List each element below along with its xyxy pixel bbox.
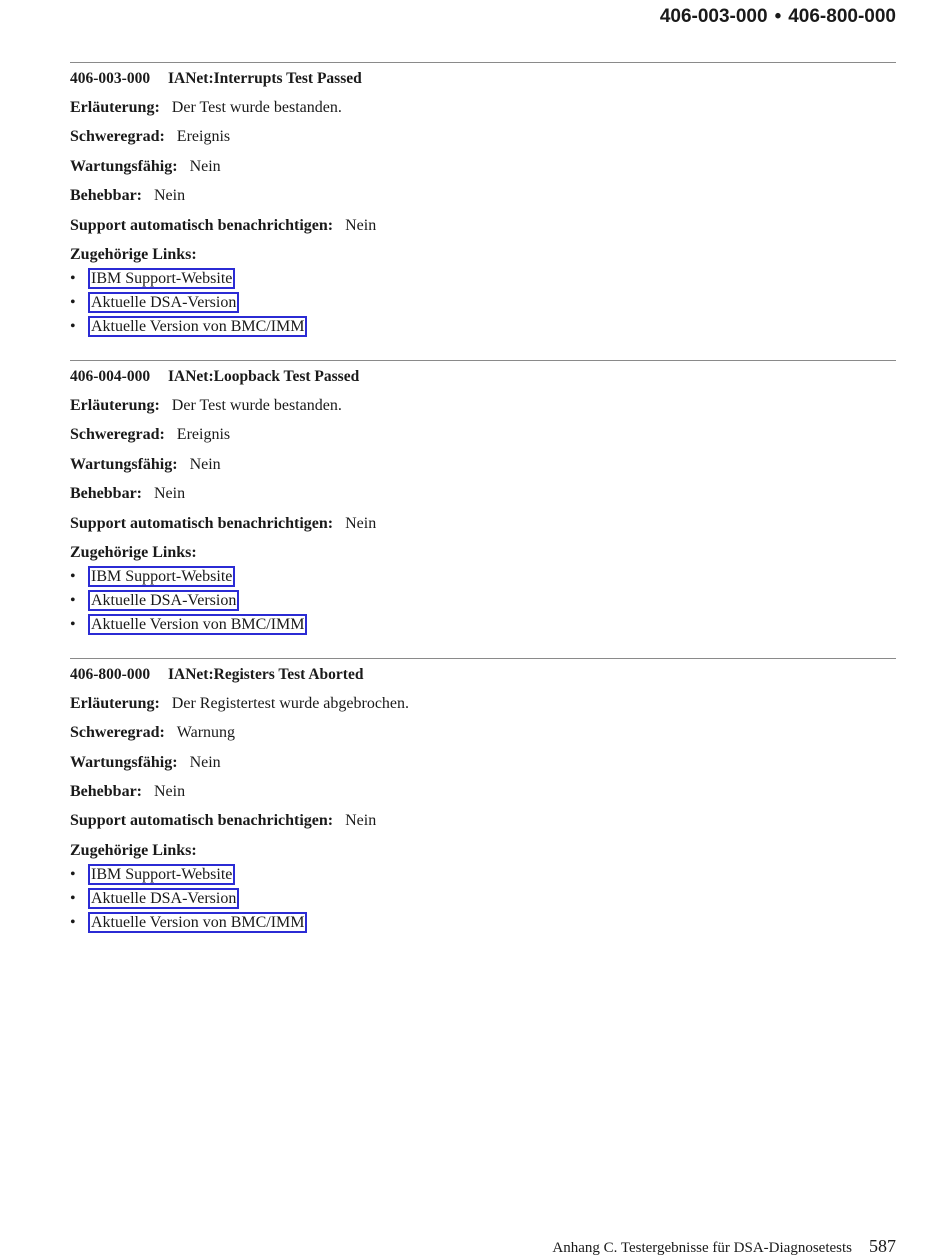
- list-item: [70, 292, 896, 316]
- field-label: Wartungsfähig:: [70, 157, 178, 175]
- entry-code: 406-004-000: [70, 367, 151, 385]
- field-label: Erläuterung:: [70, 694, 160, 712]
- list-item: [70, 316, 896, 340]
- latest-bmc-imm-version-link[interactable]: Aktuelle Version von BMC/IMM: [88, 614, 307, 635]
- bullet-icon: •: [70, 317, 76, 335]
- page-footer: [552, 1236, 896, 1257]
- footer-chapter-title: Anhang C. Testergebnisse für DSA-Diagnosetests: [552, 1240, 852, 1256]
- field-explanation: [70, 98, 896, 118]
- entry-heading: [70, 367, 896, 387]
- field-serviceable: [70, 157, 896, 177]
- field-recoverable: [70, 484, 896, 504]
- field-severity: [70, 723, 896, 743]
- field-severity: [70, 127, 896, 147]
- field-label: Erläuterung:: [70, 99, 160, 116]
- field-label: Wartungsfähig:: [70, 753, 178, 771]
- field-auto-notify-support: [70, 811, 896, 831]
- field-value: Warnung: [176, 724, 236, 742]
- header-range-end: 406-800-000: [788, 6, 896, 27]
- field-value: Nein: [345, 812, 377, 830]
- field-value: Der Test wurde bestanden.: [171, 99, 342, 116]
- bullet-icon: •: [70, 293, 76, 311]
- field-recoverable: [70, 782, 896, 802]
- message-entry: [70, 360, 896, 638]
- related-links-list: [70, 864, 896, 936]
- field-value: Der Test wurde bestanden.: [171, 396, 342, 414]
- list-item: [70, 614, 896, 638]
- field-auto-notify-support: [70, 216, 896, 236]
- related-links-label: Zugehörige Links:: [70, 841, 197, 859]
- list-item: [70, 268, 896, 292]
- header-range-start: 406-003-000: [659, 6, 768, 27]
- message-entry: [70, 658, 896, 936]
- field-value: Der Registertest wurde abgebrochen.: [171, 694, 410, 712]
- page-number: 587: [869, 1236, 896, 1256]
- field-serviceable: [70, 753, 896, 773]
- field-value: Nein: [345, 216, 377, 234]
- field-value: Nein: [154, 783, 186, 801]
- list-item: [70, 912, 896, 936]
- ibm-support-website-link[interactable]: IBM Support-Website: [88, 268, 235, 289]
- bullet-icon: •: [70, 913, 76, 931]
- entry-heading: [70, 665, 896, 685]
- field-explanation: [70, 694, 896, 714]
- field-recoverable: [70, 186, 896, 206]
- field-label: Support automatisch benachrichtigen:: [70, 514, 334, 532]
- field-label: Wartungsfähig:: [70, 455, 178, 473]
- related-links-label: Zugehörige Links:: [70, 543, 197, 561]
- field-label: Support automatisch benachrichtigen:: [70, 216, 334, 234]
- field-serviceable: [70, 455, 896, 475]
- entry-heading: [70, 69, 896, 89]
- list-item: [70, 590, 896, 614]
- ibm-support-website-link[interactable]: IBM Support-Website: [88, 566, 235, 587]
- entry-title: IANet:Interrupts Test Passed: [168, 70, 362, 87]
- header-separator: •: [774, 6, 782, 27]
- entry-title: IANet:Loopback Test Passed: [168, 367, 360, 385]
- entry-code: 406-800-000: [70, 665, 151, 683]
- latest-dsa-version-link[interactable]: Aktuelle DSA-Version: [88, 888, 239, 909]
- field-value: Nein: [189, 157, 221, 175]
- message-entry: [70, 62, 896, 340]
- latest-dsa-version-link[interactable]: Aktuelle DSA-Version: [88, 590, 239, 611]
- bullet-icon: •: [70, 591, 76, 609]
- related-links-list: [70, 268, 896, 340]
- field-label: Erläuterung:: [70, 396, 160, 414]
- ibm-support-website-link[interactable]: IBM Support-Website: [88, 864, 235, 885]
- field-label: Support automatisch benachrichtigen:: [70, 812, 334, 830]
- field-value: Nein: [345, 514, 377, 532]
- related-links-label: Zugehörige Links:: [70, 245, 197, 263]
- latest-bmc-imm-version-link[interactable]: Aktuelle Version von BMC/IMM: [88, 912, 307, 933]
- bullet-icon: •: [70, 865, 76, 883]
- running-header: [660, 6, 896, 28]
- related-links-list: [70, 566, 896, 638]
- field-value: Ereignis: [176, 426, 231, 444]
- document-body: [70, 62, 896, 956]
- field-label: Behebbar:: [70, 485, 142, 503]
- field-value: Nein: [189, 455, 221, 473]
- entry-code: 406-003-000: [70, 70, 151, 87]
- bullet-icon: •: [70, 269, 76, 287]
- field-value: Nein: [154, 485, 186, 503]
- bullet-icon: •: [70, 567, 76, 585]
- entry-title: IANet:Registers Test Aborted: [168, 665, 364, 683]
- field-label: Behebbar:: [70, 783, 142, 801]
- field-label: Schweregrad:: [70, 128, 165, 146]
- list-item: [70, 888, 896, 912]
- field-label: Schweregrad:: [70, 426, 165, 444]
- latest-dsa-version-link[interactable]: Aktuelle DSA-Version: [88, 292, 239, 313]
- field-explanation: [70, 396, 896, 416]
- field-label: Behebbar:: [70, 187, 142, 205]
- field-value: Nein: [189, 753, 221, 771]
- list-item: [70, 566, 896, 590]
- bullet-icon: •: [70, 615, 76, 633]
- field-auto-notify-support: [70, 514, 896, 534]
- field-label: Schweregrad:: [70, 724, 165, 742]
- field-severity: [70, 425, 896, 445]
- field-value: Ereignis: [176, 128, 231, 146]
- latest-bmc-imm-version-link[interactable]: Aktuelle Version von BMC/IMM: [88, 316, 307, 337]
- field-value: Nein: [154, 187, 186, 205]
- list-item: [70, 864, 896, 888]
- bullet-icon: •: [70, 889, 76, 907]
